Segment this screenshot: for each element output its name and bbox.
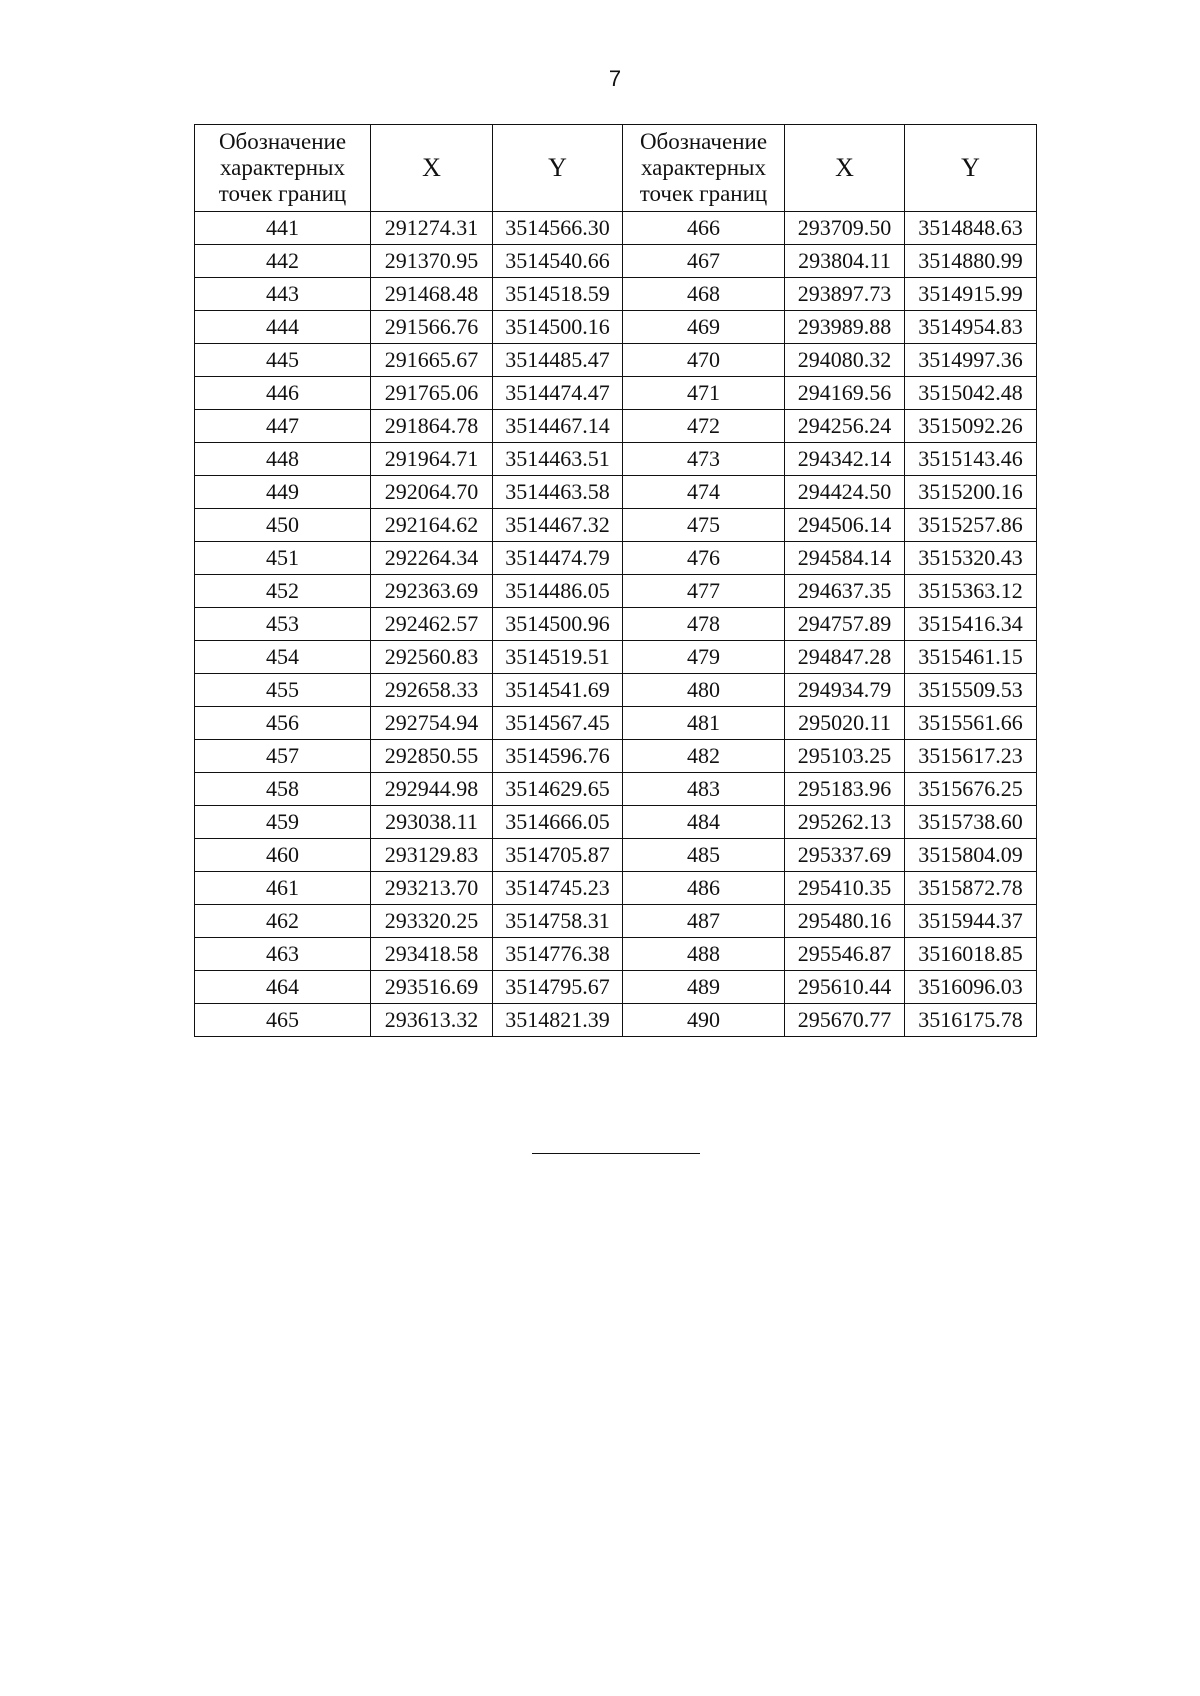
table-row [195, 575, 1037, 608]
y-value: 3514541.69 [493, 674, 623, 707]
y-value-2: 3515617.23 [905, 740, 1037, 773]
x-value: 293129.83 [371, 839, 493, 872]
table-row [195, 410, 1037, 443]
y-value-2: 3515092.26 [905, 410, 1037, 443]
point-id-2: 469 [623, 311, 785, 344]
y-value-2: 3516175.78 [905, 1004, 1037, 1037]
x-value-2: 294934.79 [785, 674, 905, 707]
y-value: 3514486.05 [493, 575, 623, 608]
table-row [195, 344, 1037, 377]
y-value: 3514519.51 [493, 641, 623, 674]
point-id: 458 [195, 773, 371, 806]
point-id: 464 [195, 971, 371, 1004]
y-value-2: 3516096.03 [905, 971, 1037, 1004]
y-value: 3514463.51 [493, 443, 623, 476]
table-row [195, 311, 1037, 344]
point-id: 456 [195, 707, 371, 740]
x-value: 291665.67 [371, 344, 493, 377]
y-value: 3514795.67 [493, 971, 623, 1004]
x-value: 291566.76 [371, 311, 493, 344]
point-id: 449 [195, 476, 371, 509]
point-id-2: 486 [623, 872, 785, 905]
x-value: 292264.34 [371, 542, 493, 575]
x-value: 292850.55 [371, 740, 493, 773]
table-header-row [195, 125, 1037, 212]
x-value-2: 295262.13 [785, 806, 905, 839]
point-id-2: 485 [623, 839, 785, 872]
y-value-2: 3514997.36 [905, 344, 1037, 377]
x-value: 291964.71 [371, 443, 493, 476]
x-value-2: 295480.16 [785, 905, 905, 938]
table-row [195, 773, 1037, 806]
y-value-2: 3515363.12 [905, 575, 1037, 608]
y-value: 3514629.65 [493, 773, 623, 806]
header-point-designation: Обозначение характерных точек границ [195, 125, 371, 212]
y-value: 3514540.66 [493, 245, 623, 278]
x-value: 291468.48 [371, 278, 493, 311]
point-id-2: 476 [623, 542, 785, 575]
point-id: 457 [195, 740, 371, 773]
point-id: 442 [195, 245, 371, 278]
y-value-2: 3515676.25 [905, 773, 1037, 806]
x-value-2: 294584.14 [785, 542, 905, 575]
table-body [195, 212, 1037, 1037]
x-value-2: 295103.25 [785, 740, 905, 773]
x-value-2: 293709.50 [785, 212, 905, 245]
y-value: 3514474.47 [493, 377, 623, 410]
y-value-2: 3515804.09 [905, 839, 1037, 872]
x-value-2: 294424.50 [785, 476, 905, 509]
x-value-2: 294342.14 [785, 443, 905, 476]
y-value-2: 3515738.60 [905, 806, 1037, 839]
point-id-2: 474 [623, 476, 785, 509]
point-id-2: 483 [623, 773, 785, 806]
table-row [195, 872, 1037, 905]
y-value: 3514596.76 [493, 740, 623, 773]
point-id-2: 475 [623, 509, 785, 542]
x-value-2: 293897.73 [785, 278, 905, 311]
x-value: 292462.57 [371, 608, 493, 641]
x-value-2: 294757.89 [785, 608, 905, 641]
y-value: 3514485.47 [493, 344, 623, 377]
table-row [195, 740, 1037, 773]
point-id: 452 [195, 575, 371, 608]
point-id-2: 468 [623, 278, 785, 311]
header-x: X [371, 125, 493, 212]
point-id-2: 480 [623, 674, 785, 707]
y-value: 3514463.58 [493, 476, 623, 509]
y-value: 3514518.59 [493, 278, 623, 311]
point-id: 453 [195, 608, 371, 641]
point-id-2: 482 [623, 740, 785, 773]
x-value-2: 295610.44 [785, 971, 905, 1004]
y-value-2: 3515872.78 [905, 872, 1037, 905]
x-value: 291370.95 [371, 245, 493, 278]
x-value: 291274.31 [371, 212, 493, 245]
point-id-2: 467 [623, 245, 785, 278]
x-value-2: 294506.14 [785, 509, 905, 542]
point-id-2: 484 [623, 806, 785, 839]
y-value: 3514567.45 [493, 707, 623, 740]
point-id-2: 477 [623, 575, 785, 608]
y-value: 3514705.87 [493, 839, 623, 872]
table-row [195, 641, 1037, 674]
point-id-2: 466 [623, 212, 785, 245]
x-value-2: 295670.77 [785, 1004, 905, 1037]
point-id: 451 [195, 542, 371, 575]
y-value-2: 3514954.83 [905, 311, 1037, 344]
y-value: 3514758.31 [493, 905, 623, 938]
y-value-2: 3515200.16 [905, 476, 1037, 509]
y-value: 3514821.39 [493, 1004, 623, 1037]
point-id: 463 [195, 938, 371, 971]
y-value-2: 3515944.37 [905, 905, 1037, 938]
table-row [195, 806, 1037, 839]
point-id-2: 473 [623, 443, 785, 476]
point-id-2: 470 [623, 344, 785, 377]
y-value-2: 3514880.99 [905, 245, 1037, 278]
point-id: 459 [195, 806, 371, 839]
point-id: 447 [195, 410, 371, 443]
y-value-2: 3515509.53 [905, 674, 1037, 707]
point-id-2: 488 [623, 938, 785, 971]
table-row [195, 509, 1037, 542]
x-value: 293418.58 [371, 938, 493, 971]
table-row [195, 542, 1037, 575]
x-value-2: 294169.56 [785, 377, 905, 410]
point-id-2: 478 [623, 608, 785, 641]
x-value-2: 294080.32 [785, 344, 905, 377]
page-number: 7 [608, 66, 622, 91]
y-value-2: 3514848.63 [905, 212, 1037, 245]
y-value-2: 3515143.46 [905, 443, 1037, 476]
point-id: 465 [195, 1004, 371, 1037]
x-value: 292164.62 [371, 509, 493, 542]
table-row [195, 1004, 1037, 1037]
point-id: 462 [195, 905, 371, 938]
table-row [195, 377, 1037, 410]
y-value: 3514500.96 [493, 608, 623, 641]
x-value-2: 294256.24 [785, 410, 905, 443]
x-value-2: 295337.69 [785, 839, 905, 872]
x-value-2: 295546.87 [785, 938, 905, 971]
y-value-2: 3515561.66 [905, 707, 1037, 740]
table-row [195, 212, 1037, 245]
point-id-2: 481 [623, 707, 785, 740]
point-id: 448 [195, 443, 371, 476]
x-value: 293516.69 [371, 971, 493, 1004]
point-id: 446 [195, 377, 371, 410]
point-id-2: 487 [623, 905, 785, 938]
point-id-2: 472 [623, 410, 785, 443]
header-point-designation-2: Обозначение характерных точек границ [623, 125, 785, 212]
y-value-2: 3515042.48 [905, 377, 1037, 410]
x-value-2: 294637.35 [785, 575, 905, 608]
x-value: 293320.25 [371, 905, 493, 938]
table-row [195, 905, 1037, 938]
x-value: 291765.06 [371, 377, 493, 410]
point-id-2: 471 [623, 377, 785, 410]
table-row [195, 443, 1037, 476]
table-row [195, 245, 1037, 278]
y-value: 3514467.14 [493, 410, 623, 443]
x-value: 292560.83 [371, 641, 493, 674]
y-value: 3514776.38 [493, 938, 623, 971]
x-value: 291864.78 [371, 410, 493, 443]
y-value: 3514666.05 [493, 806, 623, 839]
table-row [195, 839, 1037, 872]
x-value: 293038.11 [371, 806, 493, 839]
header-y-2: Y [905, 125, 1037, 212]
x-value: 292754.94 [371, 707, 493, 740]
table-row [195, 971, 1037, 1004]
x-value: 292363.69 [371, 575, 493, 608]
point-id: 454 [195, 641, 371, 674]
y-value-2: 3514915.99 [905, 278, 1037, 311]
x-value: 292658.33 [371, 674, 493, 707]
y-value-2: 3515320.43 [905, 542, 1037, 575]
y-value: 3514474.79 [493, 542, 623, 575]
x-value-2: 293804.11 [785, 245, 905, 278]
point-id-2: 489 [623, 971, 785, 1004]
y-value-2: 3515257.86 [905, 509, 1037, 542]
y-value: 3514566.30 [493, 212, 623, 245]
y-value: 3514500.16 [493, 311, 623, 344]
table-row [195, 278, 1037, 311]
coordinates-table [194, 124, 1037, 1037]
point-id: 443 [195, 278, 371, 311]
y-value: 3514467.32 [493, 509, 623, 542]
x-value: 293613.32 [371, 1004, 493, 1037]
x-value-2: 295020.11 [785, 707, 905, 740]
point-id: 441 [195, 212, 371, 245]
table-row [195, 707, 1037, 740]
x-value-2: 294847.28 [785, 641, 905, 674]
point-id: 455 [195, 674, 371, 707]
table-row [195, 476, 1037, 509]
x-value-2: 293989.88 [785, 311, 905, 344]
x-value: 293213.70 [371, 872, 493, 905]
x-value-2: 295410.35 [785, 872, 905, 905]
point-id: 445 [195, 344, 371, 377]
y-value-2: 3515461.15 [905, 641, 1037, 674]
y-value: 3514745.23 [493, 872, 623, 905]
point-id: 444 [195, 311, 371, 344]
closing-divider-line [532, 1153, 700, 1154]
table-row [195, 674, 1037, 707]
point-id-2: 479 [623, 641, 785, 674]
point-id-2: 490 [623, 1004, 785, 1037]
x-value: 292064.70 [371, 476, 493, 509]
header-x-2: X [785, 125, 905, 212]
table-row [195, 608, 1037, 641]
x-value: 292944.98 [371, 773, 493, 806]
y-value-2: 3515416.34 [905, 608, 1037, 641]
header-y: Y [493, 125, 623, 212]
x-value-2: 295183.96 [785, 773, 905, 806]
y-value-2: 3516018.85 [905, 938, 1037, 971]
point-id: 461 [195, 872, 371, 905]
table-row [195, 938, 1037, 971]
point-id: 450 [195, 509, 371, 542]
point-id: 460 [195, 839, 371, 872]
